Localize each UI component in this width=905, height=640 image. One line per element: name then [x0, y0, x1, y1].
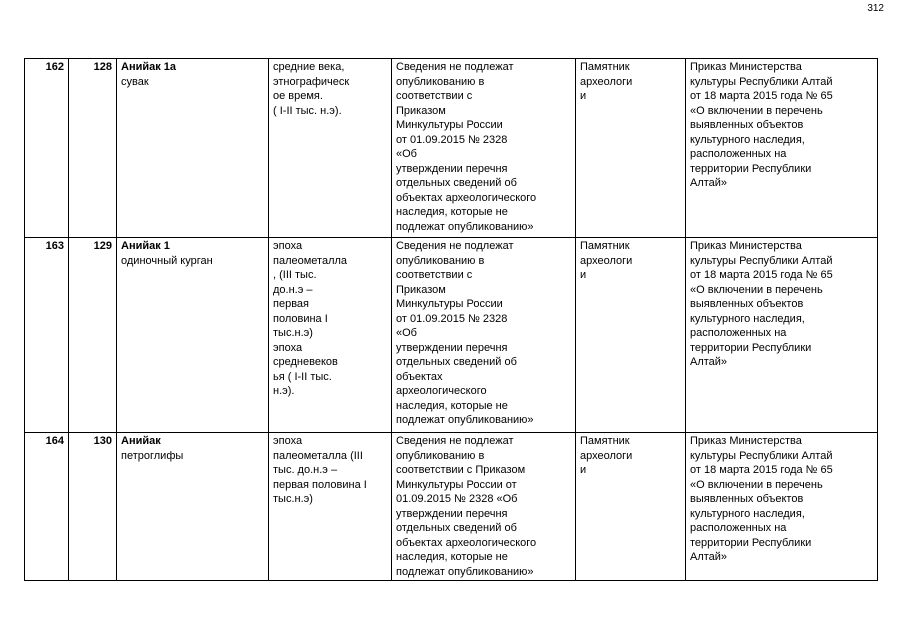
- object-type: петроглифы: [121, 449, 184, 462]
- table-row: [25, 433, 878, 581]
- category-cell: Памятник археологи и: [576, 433, 686, 581]
- row-number: 162: [25, 59, 69, 238]
- heritage-registry-table: [24, 58, 878, 581]
- object-name: Анийак 1: [121, 240, 170, 252]
- object-name-cell: [117, 433, 269, 581]
- object-type: сувак: [121, 75, 149, 88]
- dating-cell: эпоха палеометалла , (III тыс. до.н.э – первая половина I тыс.н.э) эпоха средневеков ья ( I-II тыс. н.э).: [269, 238, 392, 433]
- page-number: 312: [867, 3, 884, 14]
- object-name-cell: [117, 59, 269, 238]
- dating-cell: средние века, этнографическ ое время. ( I-II тыс. н.э).: [269, 59, 392, 238]
- object-id: 130: [69, 433, 117, 581]
- table-row: [25, 238, 878, 433]
- legal-document-cell: Приказ Министерства культуры Республики Алтай от 18 марта 2015 года № 65 «О включении в перечень выявленных объектов культурного наследия, расположенных на территории Республики Алтай»: [686, 59, 878, 238]
- location-info-cell: Сведения не подлежат опубликованию в соответствии с Приказом Минкультуры России от 01.09.2015 № 2328 «Об утверждении перечня отдельных сведений об объектах археологического наследия, которые не подлежат опубликованию»: [392, 59, 576, 238]
- legal-document-cell: Приказ Министерства культуры Республики Алтай от 18 марта 2015 года № 65 «О включении в перечень выявленных объектов культурного наследия, расположенных на территории Республики Алтай»: [686, 433, 878, 581]
- object-name: Анийак 1а: [121, 61, 177, 73]
- legal-document-cell: Приказ Министерства культуры Республики Алтай от 18 марта 2015 года № 65 «О включении в перечень выявленных объектов культурного наследия, расположенных на территории Республики Алтай»: [686, 238, 878, 433]
- object-id: 129: [69, 238, 117, 433]
- row-number: 163: [25, 238, 69, 433]
- category-cell: Памятник археологи и: [576, 59, 686, 238]
- object-type: одиночный курган: [121, 254, 213, 267]
- category-cell: Памятник археологи и: [576, 238, 686, 433]
- object-name: Анийак: [121, 435, 161, 447]
- dating-cell: эпоха палеометалла (III тыс. до.н.э – первая половина I тыс.н.э): [269, 433, 392, 581]
- object-name-cell: [117, 238, 269, 433]
- row-number: 164: [25, 433, 69, 581]
- table-row: [25, 59, 878, 238]
- location-info-cell: Сведения не подлежат опубликованию в соответствии с Приказом Минкультуры России от 01.09.2015 № 2328 «Об утверждении перечня отдельных сведений об объектах археологического наследия, которые не подлежат опубликованию»: [392, 238, 576, 433]
- object-id: 128: [69, 59, 117, 238]
- location-info-cell: Сведения не подлежат опубликованию в соответствии с Приказом Минкультуры России от 01.09.2015 № 2328 «Об утверждении перечня отдельных сведений об объектах археологического наследия, которые не подлежат опубликованию»: [392, 433, 576, 581]
